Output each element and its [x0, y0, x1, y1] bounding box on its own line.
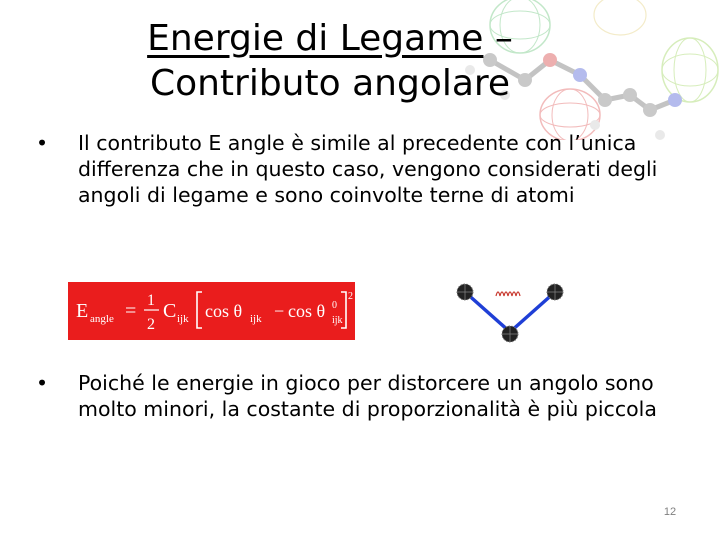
open-bracket	[197, 292, 202, 328]
formula-equals: =	[125, 300, 137, 322]
formula-const: C	[163, 300, 177, 322]
formula-power: 2	[348, 291, 353, 302]
bullet-text: Il contributo E angle è simile al precedente con l’unica differenza che in questo caso, vengono considerati degli angoli di legame e sono coinvolte terne di atomi	[78, 131, 658, 207]
formula-cos1-sub: ijk	[250, 313, 262, 325]
title-rest: – Contributo angolare	[149, 18, 513, 104]
angle-energy-formula	[68, 282, 355, 340]
page-number: 12	[663, 506, 677, 518]
slide-title	[60, 16, 600, 106]
atom-right	[547, 284, 563, 300]
bullet-dot: •	[36, 371, 49, 395]
bullet-list-2	[28, 370, 668, 422]
bullet-item	[28, 130, 668, 208]
formula-frac-num: 1	[147, 292, 155, 309]
atom-left	[457, 284, 473, 300]
formula-lhs: E	[76, 300, 89, 322]
bond-left	[465, 292, 510, 332]
bond-angle-diagram	[450, 272, 580, 350]
formula-cos2-sub: ijk	[332, 315, 343, 326]
formula-cos2: cos θ	[288, 301, 326, 321]
formula-lhs-sub: angle	[90, 313, 114, 325]
title-underlined-part: Energie di Legame	[147, 18, 484, 59]
atom-center	[502, 326, 518, 342]
formula-cos2-sup: 0	[332, 300, 337, 311]
bullet-text: Poiché le energie in gioco per distorcere un angolo sono molto minori, la costante di proporzionalità è più piccola	[78, 371, 657, 421]
angle-spring	[496, 292, 520, 296]
formula-cos1: cos θ	[205, 301, 243, 321]
bullet-list-1	[28, 130, 668, 208]
formula-frac-den: 2	[147, 316, 155, 333]
bullet-dot: •	[36, 131, 49, 155]
formula-const-sub: ijk	[177, 313, 189, 325]
formula-minus: −	[274, 301, 285, 321]
formula-graphic	[68, 282, 355, 340]
bond-right	[510, 292, 555, 332]
bullet-item	[28, 370, 668, 422]
